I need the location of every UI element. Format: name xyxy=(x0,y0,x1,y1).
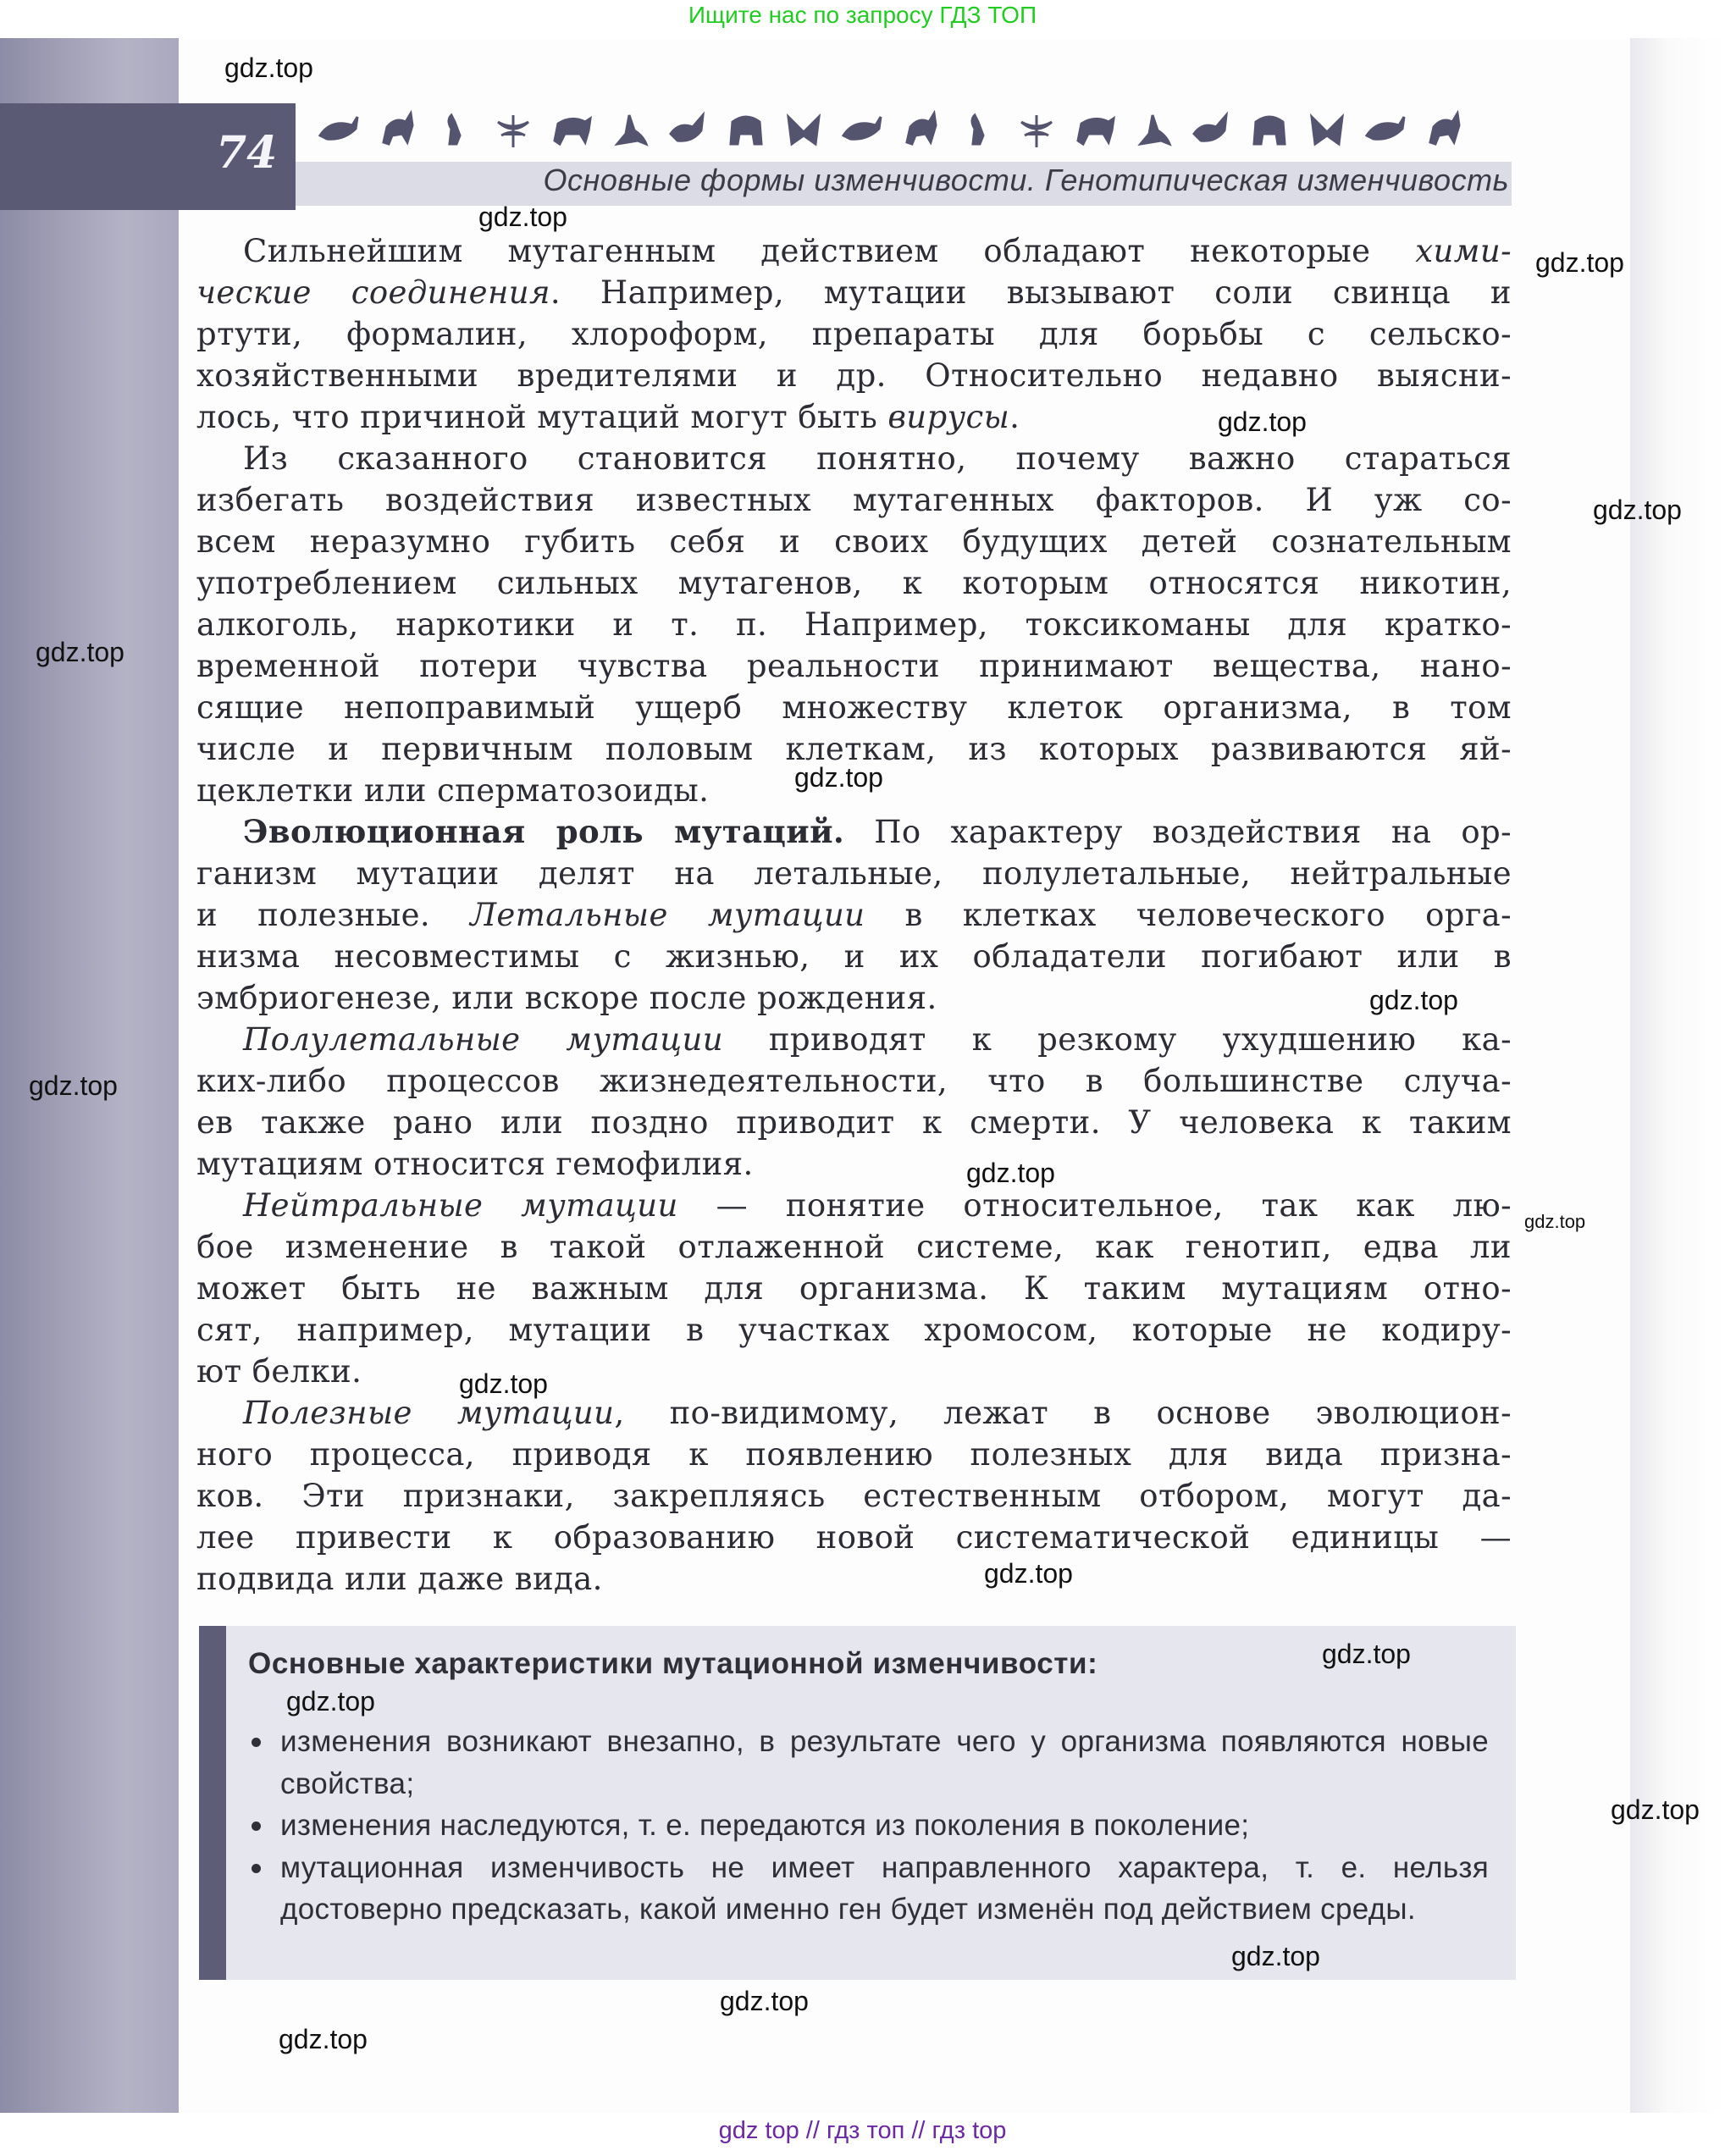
text-run: и полезные. xyxy=(196,897,471,933)
text-run: . xyxy=(1009,399,1020,435)
summary-box-accent-bar xyxy=(199,1626,226,1980)
body-line xyxy=(196,687,1512,728)
watermark: gdz.top xyxy=(478,202,567,232)
bird-icon xyxy=(666,110,709,149)
italic-term: Нейтральные мутации xyxy=(243,1187,678,1224)
wolf-icon xyxy=(376,110,418,149)
body-line xyxy=(196,396,1512,438)
text-run: , по-видимому, лежат в основе эволюцион- xyxy=(614,1395,1512,1431)
scorpion-icon xyxy=(841,110,883,149)
animal-silhouettes-strip xyxy=(318,107,1465,149)
text-run: Сильнейшим мутагенным действием обладают некоторые xyxy=(243,233,1416,269)
whale-icon xyxy=(1015,110,1058,149)
text-run: сящие непоправимый ущерб множеству клеток организма, в том xyxy=(196,689,1512,726)
watermark: gdz.top xyxy=(1593,495,1682,525)
text-run: алкоголь, наркотики и т. п. Например, токсикоманы для кратко- xyxy=(196,606,1512,643)
text-run: ев также рано или поздно приводит к смерти. У человека к таким xyxy=(196,1104,1512,1141)
bird-icon xyxy=(434,110,476,149)
body-line xyxy=(196,811,1512,853)
text-run: приводят к резкому ухудшению ка- xyxy=(722,1021,1512,1058)
watermark: gdz.top xyxy=(224,53,313,83)
watermark: gdz.top xyxy=(1535,247,1624,278)
bison-icon xyxy=(550,110,593,149)
body-line xyxy=(196,521,1512,562)
text-run: Из сказанного становится понятно, почему важно стараться xyxy=(243,440,1512,477)
kangaroo-icon xyxy=(608,110,650,149)
text-run: числе и первичным половым клеткам, из которых развиваются яй- xyxy=(196,731,1512,767)
body-line xyxy=(196,894,1512,936)
dragonfly-icon xyxy=(1190,110,1232,149)
text-run: ких-либо процессов жизнедеятельности, что в большинстве случа- xyxy=(196,1063,1512,1099)
page-number: 74 xyxy=(216,127,278,179)
watermark: gdz.top xyxy=(286,1686,375,1717)
text-run: ганизм мутации делят на летальные, полулетальные, нейтральные xyxy=(196,855,1512,892)
body-line xyxy=(196,1475,1512,1517)
body-line xyxy=(196,645,1512,687)
italic-term: Летальные мутации xyxy=(470,897,865,933)
italic-term: Полезные мутации xyxy=(243,1395,615,1431)
body-line xyxy=(196,355,1512,396)
text-run: сят, например, мутации в участках хромосом, которые не кодиру- xyxy=(196,1312,1512,1348)
summary-list-item: изменения наследуются, т. е. передаются из поколения в поколение; xyxy=(248,1805,1489,1847)
body-line xyxy=(196,1268,1512,1309)
text-run: ного процесса, приводя к появлению полезных для вида призна- xyxy=(196,1436,1512,1473)
body-line xyxy=(196,853,1512,894)
body-line xyxy=(196,1434,1512,1475)
text-run: может быть не важным для организма. К таким мутациям отно- xyxy=(196,1270,1512,1307)
watermark: gdz.top xyxy=(966,1158,1055,1188)
text-run: хозяйственными вредителями и др. Относительно недавно выясни- xyxy=(196,357,1512,394)
body-line xyxy=(196,1392,1512,1434)
watermark: gdz.top xyxy=(1524,1211,1586,1232)
text-run: мутациям относится гемофилия. xyxy=(196,1146,754,1182)
italic-term: ческие соединения xyxy=(196,274,550,311)
text-run: временной потери чувства реальности принимают вещества, нано- xyxy=(196,648,1512,684)
summary-box-title: Основные характеристики мутационной изменчивости: xyxy=(248,1647,1098,1680)
body-line xyxy=(196,438,1512,479)
body-line xyxy=(196,1060,1512,1102)
body-line xyxy=(196,1102,1512,1143)
body-line xyxy=(196,313,1512,355)
watermark: gdz.top xyxy=(36,637,124,667)
text-run: ртути, формалин, хлороформ, препараты для борьбы с сельско- xyxy=(196,316,1512,352)
watermark: gdz.top xyxy=(459,1368,548,1399)
watermark: gdz.top xyxy=(1611,1794,1700,1825)
body-line xyxy=(196,1558,1512,1600)
body-line xyxy=(196,977,1512,1019)
italic-term: хими- xyxy=(1415,233,1512,269)
running-title: Основные формы изменчивости. Генотипическая изменчивость xyxy=(543,163,1509,197)
body-line xyxy=(196,1019,1512,1060)
body-line xyxy=(196,230,1512,272)
text-run: цеклетки или сперматозоиды. xyxy=(196,772,710,809)
summary-box xyxy=(199,1626,1516,1980)
text-run: всем неразумно губить себя и своих будущих детей сознательным xyxy=(196,523,1512,560)
text-run: бое изменение в такой отлаженной системе, как генотип, едва ли xyxy=(196,1229,1512,1265)
body-line xyxy=(196,936,1512,977)
body-line xyxy=(196,604,1512,645)
text-run: . Например, мутации вызывают соли свинца и xyxy=(550,274,1512,311)
body-line xyxy=(196,1226,1512,1268)
body-line xyxy=(196,1185,1512,1226)
watermark: gdz.top xyxy=(794,762,883,793)
body-line xyxy=(196,1351,1512,1392)
watermark: gdz.top xyxy=(1218,406,1307,437)
body-text xyxy=(196,230,1512,1600)
italic-term: Полулетальные мутации xyxy=(243,1021,723,1058)
bear-icon xyxy=(725,110,767,149)
text-run: избегать воздействия известных мутагенных факторов. И уж со- xyxy=(196,482,1512,518)
bold-heading: Эволюционная роль мутаций. xyxy=(243,813,845,850)
italic-term: вирусы xyxy=(887,399,1010,435)
horse-icon xyxy=(899,110,942,149)
dragonfly-icon xyxy=(492,110,534,149)
watermark: gdz.top xyxy=(1369,985,1458,1015)
body-line xyxy=(196,272,1512,313)
bird-icon xyxy=(1364,110,1407,149)
body-line xyxy=(196,562,1512,604)
butterfly-icon xyxy=(782,110,825,149)
summary-list xyxy=(248,1721,1489,1931)
kangaroo-icon xyxy=(1306,110,1348,149)
text-run: ков. Эти признаки, закрепляясь естественным отбором, могут да- xyxy=(196,1478,1512,1514)
text-run: в клетках человеческого орга- xyxy=(865,897,1512,933)
butterfly-icon xyxy=(1423,110,1465,149)
text-run: По характеру воздействия на ор- xyxy=(844,814,1512,850)
watermark: gdz.top xyxy=(1231,1941,1320,1971)
text-run: подвида или даже вида. xyxy=(196,1561,603,1597)
swallow-icon xyxy=(957,110,999,149)
whale-icon xyxy=(318,110,360,149)
text-run: низма несовместимы с жизнью, и их обладатели погибают или в xyxy=(196,938,1512,975)
wolf-icon xyxy=(1074,110,1116,149)
text-run: лось, что причиной мутаций могут быть xyxy=(196,399,888,435)
text-run: лее привести к образованию новой систематической единицы — xyxy=(196,1519,1512,1556)
bison-icon xyxy=(1248,110,1291,149)
summary-list-item: изменения возникают внезапно, в результате чего у организма появляются новые свойства; xyxy=(248,1721,1489,1805)
watermark: gdz.top xyxy=(1322,1639,1411,1669)
watermark: gdz.top xyxy=(720,1986,809,2016)
text-run: эмбриогенезе, или вскоре после рождения. xyxy=(196,980,937,1016)
watermark: gdz.top xyxy=(984,1558,1073,1589)
bird-icon xyxy=(1131,110,1174,149)
watermark: gdz.top xyxy=(29,1070,118,1101)
body-line xyxy=(196,479,1512,521)
body-line xyxy=(196,1517,1512,1558)
search-hint-banner: Ищите нас по запросу ГДЗ ТОП xyxy=(688,2,1037,28)
text-run: ют белки. xyxy=(196,1353,362,1390)
text-run: употреблением сильных мутагенов, к которым относятся никотин, xyxy=(196,565,1512,601)
site-footer-banner: gdz top // гдз топ // гдз top xyxy=(718,2117,1007,2144)
body-line xyxy=(196,1143,1512,1185)
summary-list-item: мутационная изменчивость не имеет направленного характера, т. е. нельзя достоверно предсказать, какой именно ген будет изменён под действием среды. xyxy=(248,1847,1489,1931)
watermark: gdz.top xyxy=(279,2024,368,2054)
text-run: — понятие относительное, так как лю- xyxy=(677,1187,1512,1224)
body-line xyxy=(196,1309,1512,1351)
